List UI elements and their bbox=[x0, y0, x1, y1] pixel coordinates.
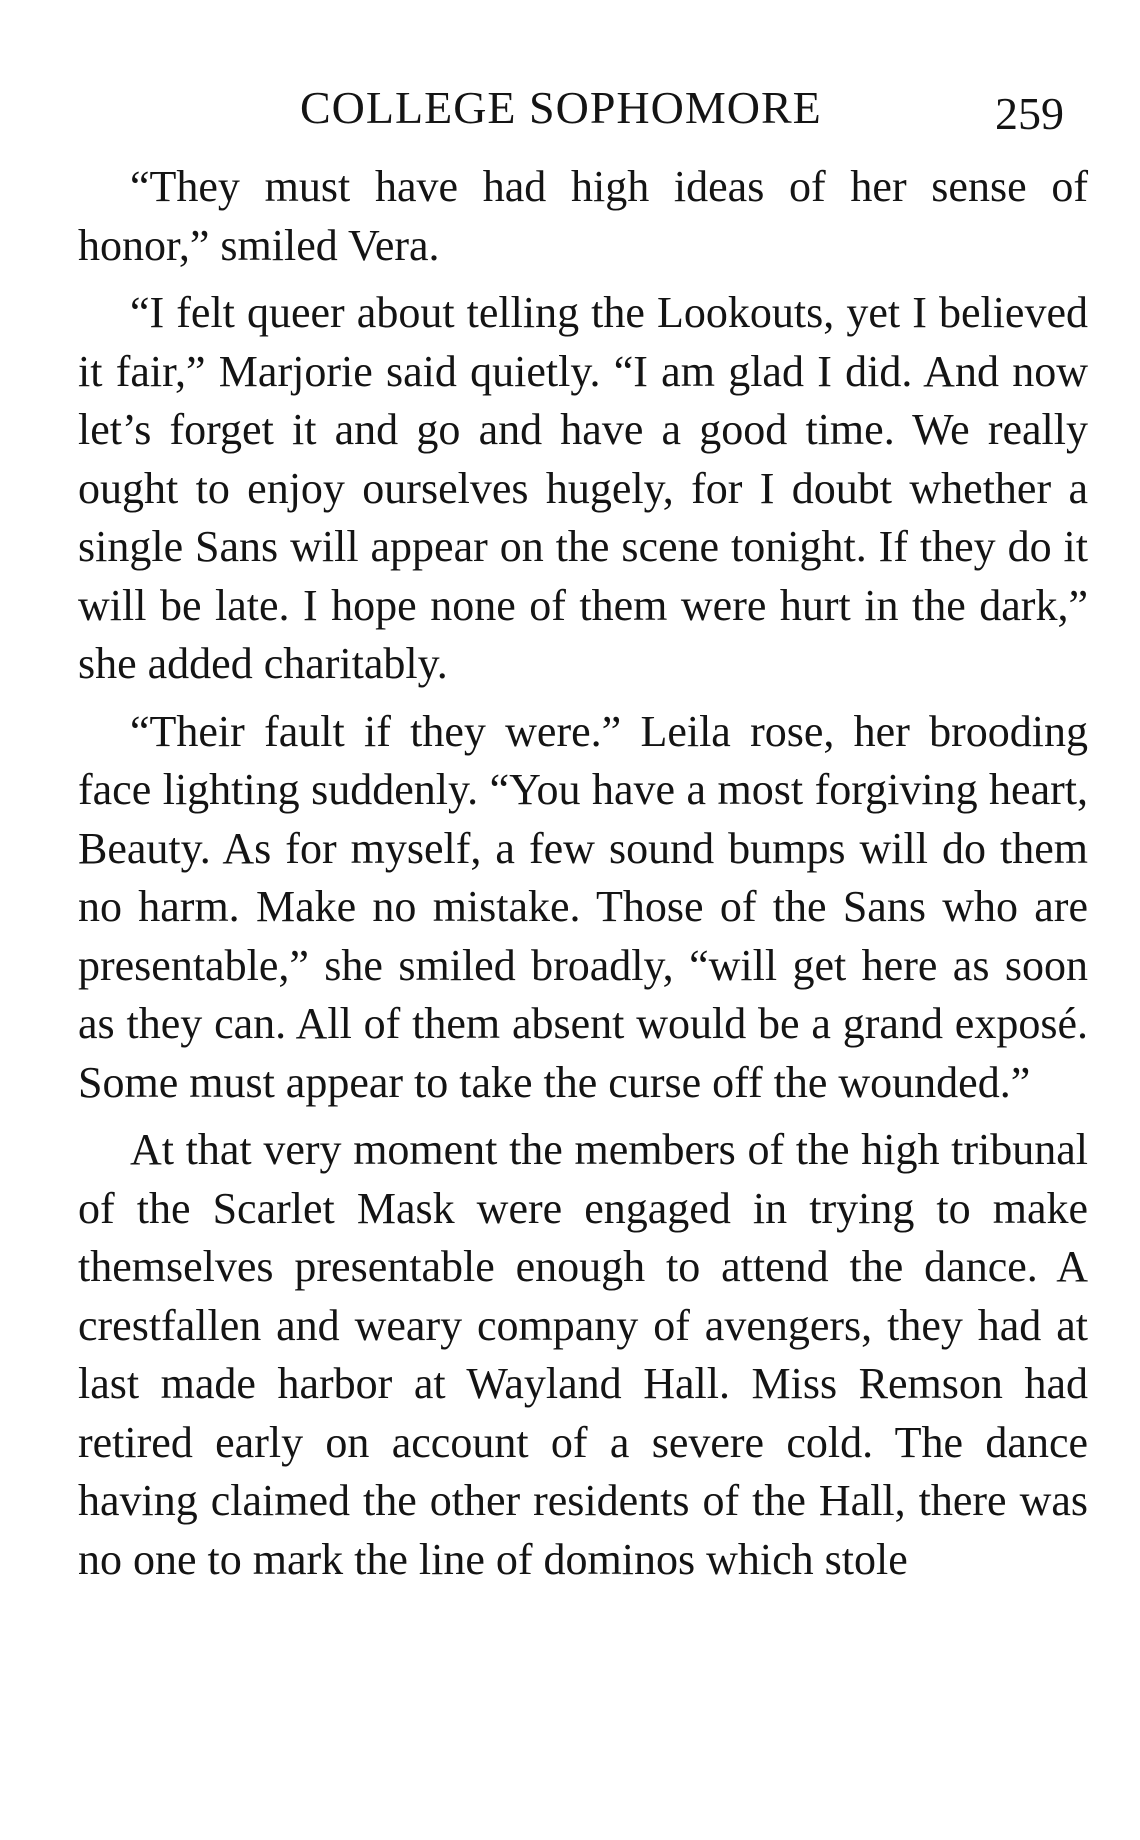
page-number: 259 bbox=[995, 88, 1064, 139]
paragraph-4: At that very moment the members of the high tribunal of the Scarlet Mask were engaged in trying to make themselves presentable enough to attend the dance. A crestfallen and weary company of avengers, they had at last made harbor at Wayland Hall. Miss Remson had retired early on account of a severe cold. The dance having claimed the other residents of the Hall, there was no one to mark the line of dominos which stole bbox=[78, 1125, 1088, 1584]
running-head bbox=[0, 78, 1140, 138]
paragraph-3: “Their fault if they were.” Leila rose, her brooding face lighting suddenly. “You have a most forgiving heart, Beauty. As for myself, a few sound bumps will do them no harm. Make no mistake. Those of the Sans who are presentable,” she smiled broadly, “will get here as soon as they can. All of them absent would be a grand exposé. Some must appear to take the curse off the wounded.” bbox=[78, 706, 1088, 1107]
paragraph-2: “I felt queer about telling the Lookouts, yet I believed it fair,” Marjorie said quietly. “I am glad I did. And now let’s forget it and go and have a good time. We really ought to enjoy ourselves hugely, for I doubt whether a single Sans will appear on the scene tonight. If they do it will be late. I hope none of them were hurt in the dark,” she added charitably. bbox=[78, 288, 1088, 688]
running-title: COLLEGE SOPHOMORE bbox=[300, 82, 822, 133]
paragraph-1: “They must have had high ideas of her sense of honor,” smiled Vera. bbox=[78, 162, 1088, 270]
body-text bbox=[78, 158, 1088, 1598]
